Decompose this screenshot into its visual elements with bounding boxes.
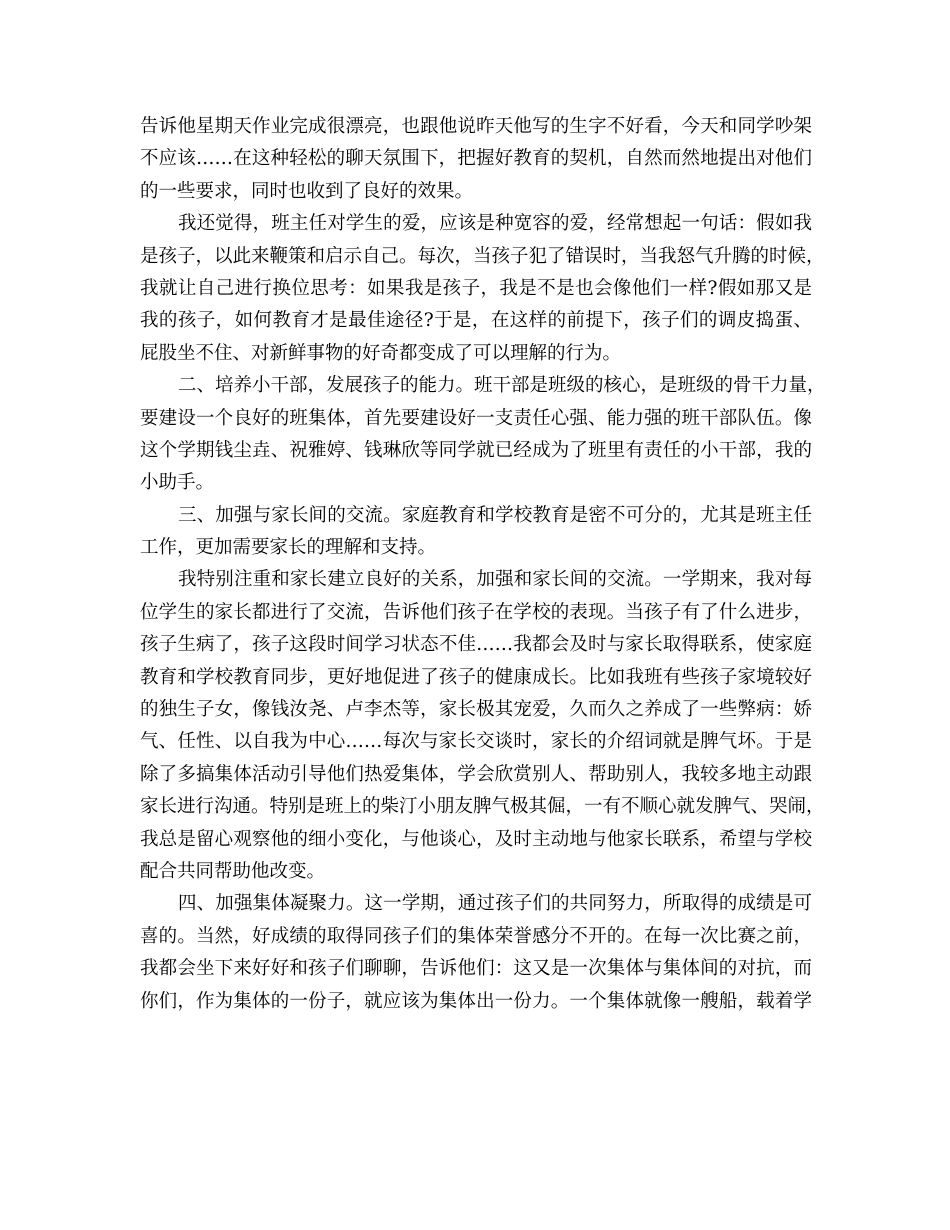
text-line: 喜的。当然，好成绩的取得同孩子们的集体荣誉感分不开的。在每一次比赛之前， [140,925,812,947]
document-body [140,111,826,1018]
text-line: 二、培养小干部，发展孩子的能力。班干部是班级的核心，是班级的骨干力量， [178,375,826,397]
text-line: 小助手。 [140,472,215,494]
text-line: 我特别注重和家长建立良好的关系，加强和家长间的交流。一学期来，我对每 [178,569,812,591]
text-line: 你们，作为集体的一份子，就应该为集体出一份力。一个集体就像一艘船，载着学 [140,990,812,1012]
text-line: 我都会坐下来好好和孩子们聊聊，告诉他们：这又是一次集体与集体间的对抗，而 [140,958,812,980]
text-line: 我就让自己进行换位思考：如果我是孩子，我是不是也会像他们一样?假如那又是 [140,277,812,299]
text-line: 教育和学校教育同步，更好地促进了孩子的健康成长。比如我班有些孩子家境较好 [140,666,812,688]
text-line: 是孩子，以此来鞭策和启示自己。每次，当孩子犯了错误时，当我怒气升腾的时候， [140,245,825,267]
text-line: 屁股坐不住、对新鲜事物的好奇都变成了可以理解的行为。 [140,342,622,364]
text-line: 家长进行沟通。特别是班上的柴汀小朋友脾气极其倔，一有不顺心就发脾气、哭闹， [140,796,825,818]
text-line: 三、加强与家长间的交流。家庭教育和学校教育是密不可分的，尤其是班主任 [178,504,812,526]
text-line: 我的孩子，如何教育才是最佳途径?于是，在这样的前提下，孩子们的调皮捣蛋、 [140,310,812,332]
text-line: 的一些要求，同时也收到了良好的效果。 [140,180,474,202]
text-line: 工作，更加需要家长的理解和支持。 [140,537,437,559]
text-line: 这个学期钱尘垚、祝雅婷、钱琳欣等同学就已经成为了班里有责任的小干部，我的 [140,439,812,461]
text-line: 的独生子女，像钱汝尧、卢李杰等，家长极其宠爱，久而久之养成了一些弊病：娇 [140,699,812,721]
text-line: 配合共同帮助他改变。 [140,860,326,882]
text-line: 不应该……在这种轻松的聊天氛围下，把握好教育的契机，自然而然地提出对他们 [140,148,812,170]
text-line: 位学生的家长都进行了交流，告诉他们孩子在学校的表现。当孩子有了什么进步， [140,601,812,623]
text-line: 气、任性、以自我为中心……每次与家长交谈时，家长的介绍词就是脾气坏。于是 [140,731,812,753]
text-line: 我总是留心观察他的细小变化，与他谈心，及时主动地与他家长联系，希望与学校 [140,828,812,850]
text-line: 要建设一个良好的班集体，首先要建设好一支责任心强、能力强的班干部队伍。像 [140,407,812,429]
text-line: 除了多搞集体活动引导他们热爱集体，学会欣赏别人、帮助别人，我较多地主动跟 [140,763,812,785]
text-line: 孩子生病了，孩子这段时间学习状态不佳……我都会及时与家长取得联系，使家庭 [140,634,812,656]
text-line: 我还觉得，班主任对学生的爱，应该是种宽容的爱，经常想起一句话：假如我 [178,213,812,235]
text-line: 告诉他星期天作业完成很漂亮，也跟他说昨天他写的生字不好看，今天和同学吵架 [140,116,812,137]
text-line: 四、加强集体凝聚力。这一学期，通过孩子们的共同努力，所取得的成绩是可 [178,893,812,915]
